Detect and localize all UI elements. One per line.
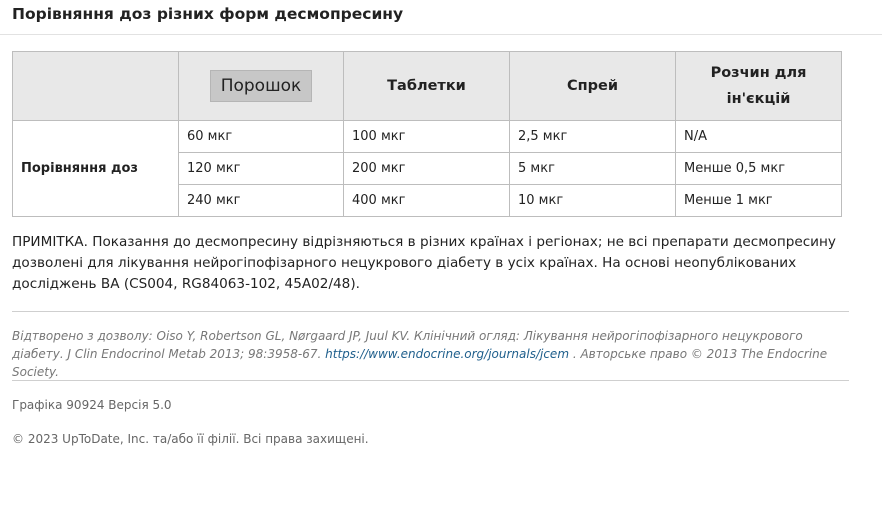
citation-divider [12, 380, 849, 381]
dose-comparison-table [12, 51, 842, 217]
citation [12, 327, 832, 381]
table-header-row [13, 52, 842, 121]
table-cell: 240 мкг [179, 185, 344, 217]
table-cell: 10 мкг [510, 185, 676, 217]
table-cell: 100 мкг [344, 121, 510, 153]
citation-text: Відтворено з дозволу: Oiso Y, Robertson GL, Nørgaard JP, Juul KV. Клінічний огляд: Лікування нейрогіпофізарного нецукрового діабету. J Clin Endocrinol Metab 2013; 98:3958-67. [12, 329, 803, 361]
header-powder [179, 52, 344, 121]
table-cell: 400 мкг [344, 185, 510, 217]
table-cell: 2,5 мкг [510, 121, 676, 153]
graphic-version: Графіка 90924 Версія 5.0 [12, 398, 172, 412]
table-cell: 200 мкг [344, 153, 510, 185]
table-cell: 120 мкг [179, 153, 344, 185]
table-footnote: ПРИМІТКА. Показання до десмопресину відрізняються в різних країнах і регіонах; не всі препарати десмопресину дозволені для лікування нейрогіпофізарного нецукрового діабету в усіх країнах. На основі неопублікованих досліджень BA (CS004, RG84063-102, 45A02/48). [12, 234, 836, 292]
table-cell: N/A [676, 121, 842, 153]
table-cell: Менше 1 мкг [676, 185, 842, 217]
table-cell: Менше 0,5 мкг [676, 153, 842, 185]
header-empty-cell [13, 52, 179, 121]
table-row [13, 121, 842, 153]
header-spray: Спрей [510, 52, 676, 121]
table-cell: 5 мкг [510, 153, 676, 185]
title-divider [0, 34, 882, 35]
header-injection-solution: Розчин для ін'єкцій [676, 52, 842, 121]
citation-copyright: . Авторське право © 2013 The Endocrine Society. [12, 347, 828, 379]
powder-highlight-chip: Порошок [210, 70, 313, 102]
copyright-notice: © 2023 UpToDate, Inc. та/або її філії. Всі права захищені. [12, 432, 369, 446]
header-tablets: Таблетки [344, 52, 510, 121]
table-cell: 60 мкг [179, 121, 344, 153]
row-label-dose-comparison: Порівняння доз [13, 121, 179, 217]
footnote-divider [12, 311, 849, 312]
journal-link[interactable]: https://www.endocrine.org/journals/jcem [325, 347, 570, 361]
page-title: Порівняння доз різних форм десмопресину [12, 5, 404, 23]
